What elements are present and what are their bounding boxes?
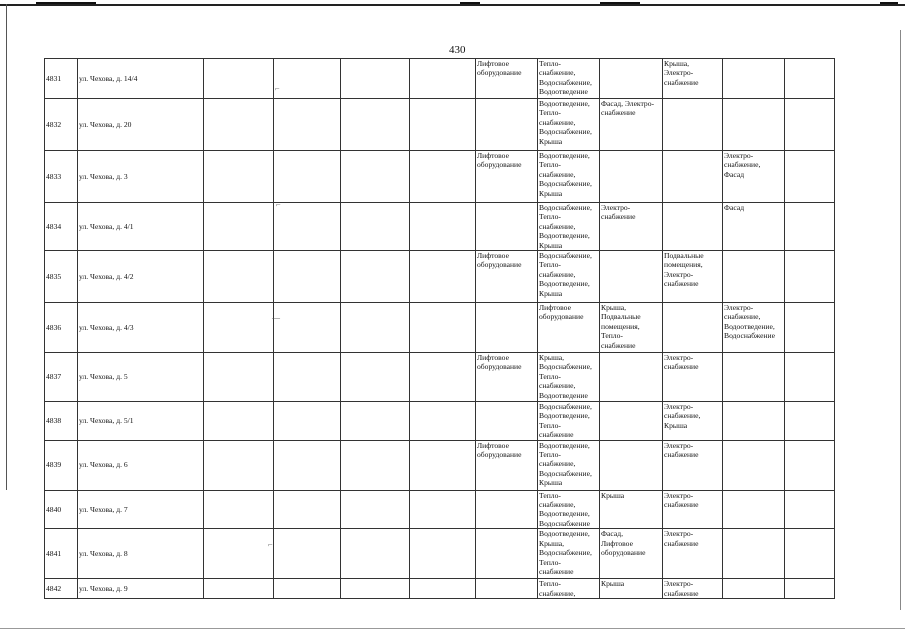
page-left-border: [6, 4, 7, 490]
works-cell-1: [476, 203, 538, 251]
works-cell-5: Электро- снабжение, Водоотведение, Водоснабжение: [723, 303, 785, 353]
empty-cell: [204, 203, 274, 251]
empty-cell: [274, 579, 341, 599]
empty-cell: [341, 529, 410, 579]
works-cell-2: Водоотведение, Тепло- снабжение, Водоснабжение, Крыша: [538, 440, 600, 490]
works-cell-1: [476, 402, 538, 441]
table-row: [45, 529, 835, 579]
row-number: 4835: [45, 251, 78, 303]
scan-mark: —: [272, 313, 280, 322]
row-number: 4840: [45, 490, 78, 529]
works-cell-4: Подвальные помещения, Электро- снабжение: [663, 251, 723, 303]
row-address: ул. Чехова, д. 6: [78, 440, 204, 490]
works-cell-3: [600, 440, 663, 490]
row-address: ул. Чехова, д. 4/2: [78, 251, 204, 303]
works-cell-2: Тепло- снабжение,: [538, 579, 600, 599]
empty-cell: [204, 579, 274, 599]
empty-cell: [274, 303, 341, 353]
empty-cell: [204, 353, 274, 402]
empty-cell: [274, 353, 341, 402]
empty-cell: [785, 303, 835, 353]
empty-cell: [785, 353, 835, 402]
works-cell-4: Электро- снабжение: [663, 490, 723, 529]
works-cell-4: [663, 99, 723, 151]
empty-cell: [341, 99, 410, 151]
table-row: [45, 353, 835, 402]
empty-cell: [785, 529, 835, 579]
works-cell-3: Крыша: [600, 579, 663, 599]
empty-cell: [274, 402, 341, 441]
table-body: [45, 59, 835, 599]
empty-cell: [785, 203, 835, 251]
empty-cell: [274, 251, 341, 303]
empty-cell: [341, 151, 410, 203]
scan-mark: ⌐: [275, 84, 280, 93]
works-cell-4: Электро- снабжение: [663, 440, 723, 490]
empty-cell: [341, 490, 410, 529]
empty-cell: [410, 303, 476, 353]
row-address: ул. Чехова, д. 7: [78, 490, 204, 529]
row-number: 4831: [45, 59, 78, 99]
works-cell-3: Электро- снабжение: [600, 203, 663, 251]
works-cell-2: Водоснабжение, Тепло- снабжение, Водоотведение, Крыша: [538, 203, 600, 251]
scan-mark: ⌐: [276, 200, 281, 209]
empty-cell: [274, 203, 341, 251]
empty-cell: [274, 99, 341, 151]
empty-cell: [410, 440, 476, 490]
empty-cell: [274, 440, 341, 490]
empty-cell: [410, 59, 476, 99]
works-cell-4: [663, 151, 723, 203]
table-row: [45, 59, 835, 99]
empty-cell: [204, 490, 274, 529]
empty-cell: [410, 99, 476, 151]
empty-cell: [341, 203, 410, 251]
empty-cell: [341, 353, 410, 402]
row-number: 4834: [45, 203, 78, 251]
row-address: ул. Чехова, д. 8: [78, 529, 204, 579]
empty-cell: [274, 59, 341, 99]
empty-cell: [204, 99, 274, 151]
empty-cell: [341, 251, 410, 303]
empty-cell: [410, 251, 476, 303]
empty-cell: [410, 490, 476, 529]
row-address: ул. Чехова, д. 3: [78, 151, 204, 203]
works-cell-4: [663, 303, 723, 353]
row-address: ул. Чехова, д. 5/1: [78, 402, 204, 441]
works-cell-3: [600, 402, 663, 441]
works-cell-3: Крыша: [600, 490, 663, 529]
empty-cell: [274, 490, 341, 529]
works-cell-5: [723, 440, 785, 490]
empty-cell: [785, 440, 835, 490]
works-cell-3: Фасад, Лифтовое оборудование: [600, 529, 663, 579]
works-cell-4: Электро- снабжение, Крыша: [663, 402, 723, 441]
works-cell-5: [723, 402, 785, 441]
row-address: ул. Чехова, д. 9: [78, 579, 204, 599]
empty-cell: [785, 151, 835, 203]
works-cell-1: Лифтовое оборудование: [476, 151, 538, 203]
empty-cell: [785, 251, 835, 303]
page-top-border: [0, 4, 905, 6]
empty-cell: [341, 402, 410, 441]
empty-cell: [204, 59, 274, 99]
row-number: 4842: [45, 579, 78, 599]
empty-cell: [785, 490, 835, 529]
works-cell-3: [600, 251, 663, 303]
empty-cell: [204, 440, 274, 490]
empty-cell: [204, 529, 274, 579]
works-cell-2: Водоотведение, Тепло- снабжение, Водоснабжение, Крыша: [538, 151, 600, 203]
table-row: [45, 203, 835, 251]
works-cell-3: Крыша, Подвальные помещения, Тепло- снабжение: [600, 303, 663, 353]
works-cell-3: [600, 59, 663, 99]
table-row: [45, 579, 835, 599]
empty-cell: [785, 402, 835, 441]
works-cell-1: Лифтовое оборудование: [476, 59, 538, 99]
table-row: [45, 402, 835, 441]
row-number: 4837: [45, 353, 78, 402]
row-number: 4841: [45, 529, 78, 579]
empty-cell: [341, 303, 410, 353]
works-cell-4: Электро- снабжение: [663, 579, 723, 599]
works-cell-4: Электро- снабжение: [663, 353, 723, 402]
works-cell-5: Электро- снабжение, Фасад: [723, 151, 785, 203]
empty-cell: [410, 203, 476, 251]
empty-cell: [274, 529, 341, 579]
works-cell-3: [600, 353, 663, 402]
empty-cell: [341, 440, 410, 490]
works-cell-4: Электро- снабжение: [663, 529, 723, 579]
table-row: [45, 490, 835, 529]
row-address: ул. Чехова, д. 14/4: [78, 59, 204, 99]
housing-register-table: [44, 58, 835, 599]
scan-artifact: [36, 2, 96, 4]
works-cell-3: [600, 151, 663, 203]
empty-cell: [204, 303, 274, 353]
works-cell-5: [723, 353, 785, 402]
empty-cell: [785, 99, 835, 151]
works-cell-1: [476, 99, 538, 151]
works-cell-4: Крыша, Электро- снабжение: [663, 59, 723, 99]
works-cell-2: Водоотведение, Крыша, Водоснабжение, Тепло- снабжение: [538, 529, 600, 579]
page-right-border: [900, 30, 901, 610]
works-cell-1: [476, 579, 538, 599]
row-number: 4832: [45, 99, 78, 151]
empty-cell: [204, 402, 274, 441]
table-row: [45, 303, 835, 353]
works-cell-3: Фасад, Электро- снабжение: [600, 99, 663, 151]
row-number: 4836: [45, 303, 78, 353]
empty-cell: [204, 251, 274, 303]
row-number: 4839: [45, 440, 78, 490]
scan-artifact: [460, 2, 480, 4]
scan-artifact: [600, 2, 640, 4]
works-cell-2: Тепло- снабжение, Водоотведение, Водоснабжение: [538, 490, 600, 529]
works-cell-5: [723, 99, 785, 151]
works-cell-4: [663, 203, 723, 251]
works-cell-5: [723, 579, 785, 599]
row-number: 4833: [45, 151, 78, 203]
works-cell-2: Тепло- снабжение, Водоснабжение, Водоотведение: [538, 59, 600, 99]
table-row: [45, 440, 835, 490]
empty-cell: [785, 579, 835, 599]
works-cell-1: [476, 303, 538, 353]
table-row: [45, 151, 835, 203]
works-cell-5: Фасад: [723, 203, 785, 251]
works-cell-5: [723, 490, 785, 529]
row-number: 4838: [45, 402, 78, 441]
table-row: [45, 251, 835, 303]
scan-artifact: [880, 2, 898, 4]
empty-cell: [410, 402, 476, 441]
works-cell-1: Лифтовое оборудование: [476, 440, 538, 490]
works-cell-1: Лифтовое оборудование: [476, 251, 538, 303]
empty-cell: [341, 579, 410, 599]
empty-cell: [274, 151, 341, 203]
works-cell-1: [476, 529, 538, 579]
empty-cell: [204, 151, 274, 203]
works-cell-2: Водоснабжение, Тепло- снабжение, Водоотведение, Крыша: [538, 251, 600, 303]
row-address: ул. Чехова, д. 20: [78, 99, 204, 151]
row-address: ул. Чехова, д. 5: [78, 353, 204, 402]
works-cell-5: [723, 59, 785, 99]
works-cell-2: Водоснабжение, Водоотведение, Тепло- снабжение: [538, 402, 600, 441]
works-cell-1: Лифтовое оборудование: [476, 353, 538, 402]
empty-cell: [341, 59, 410, 99]
works-cell-2: Крыша, Водоснабжение, Тепло- снабжение, Водоотведение: [538, 353, 600, 402]
empty-cell: [785, 59, 835, 99]
works-cell-2: Водоотведение, Тепло- снабжение, Водоснабжение, Крыша: [538, 99, 600, 151]
row-address: ул. Чехова, д. 4/3: [78, 303, 204, 353]
table-row: [45, 99, 835, 151]
works-cell-5: [723, 251, 785, 303]
works-cell-5: [723, 529, 785, 579]
empty-cell: [410, 529, 476, 579]
page-number: 430: [449, 44, 466, 56]
row-address: ул. Чехова, д. 4/1: [78, 203, 204, 251]
page-bottom-border: [0, 628, 905, 629]
works-cell-1: [476, 490, 538, 529]
works-cell-2: Лифтовое оборудование: [538, 303, 600, 353]
empty-cell: [410, 353, 476, 402]
scan-mark: ⌐: [268, 540, 273, 549]
empty-cell: [410, 151, 476, 203]
empty-cell: [410, 579, 476, 599]
